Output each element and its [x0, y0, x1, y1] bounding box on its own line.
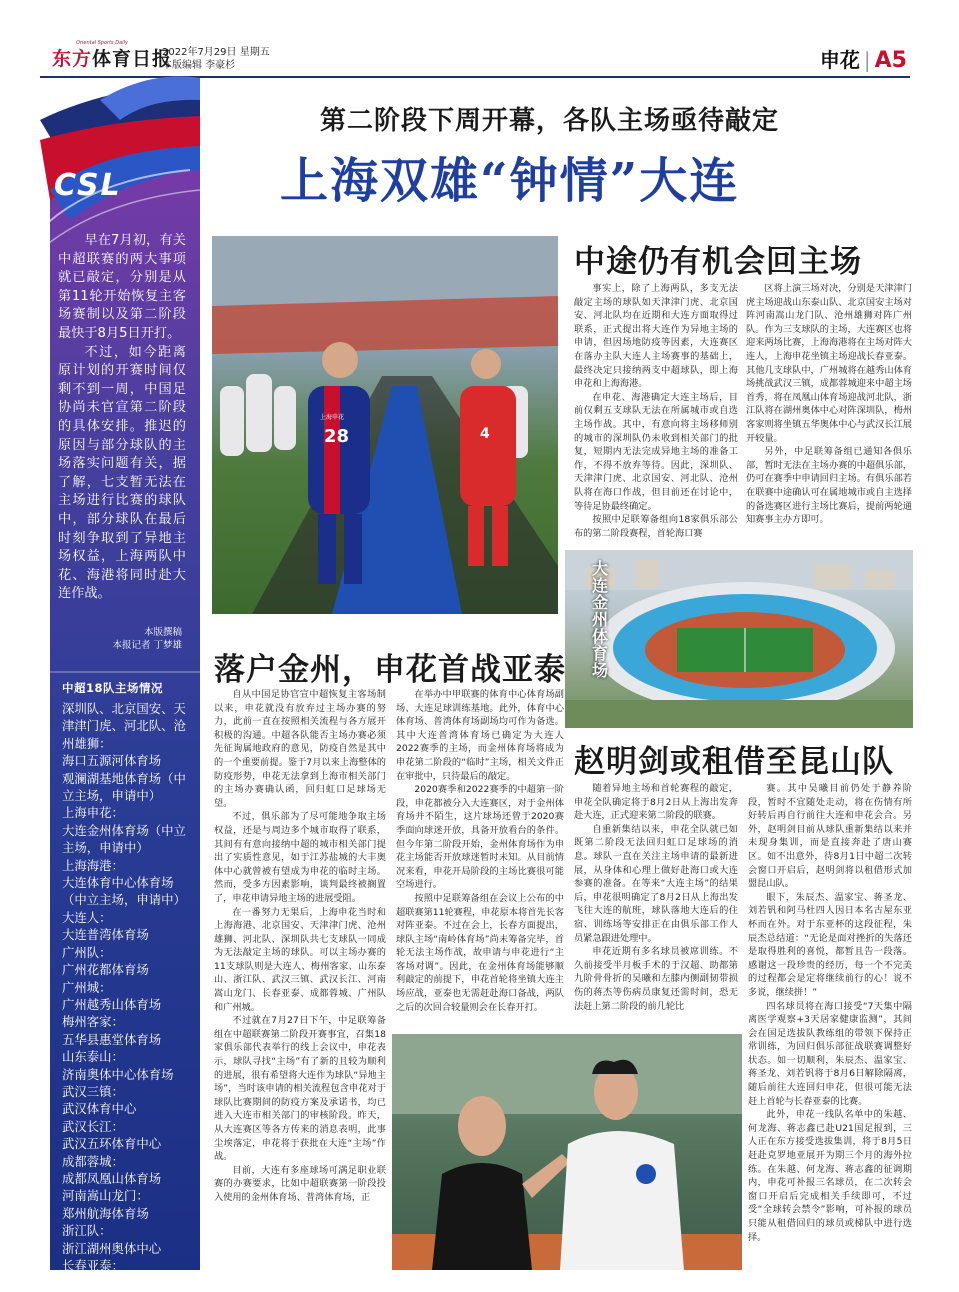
section-divider: | [863, 48, 871, 72]
section-name: 申花 [819, 48, 860, 72]
venues-list [62, 700, 190, 1292]
venue-item: 五华县惠堂体育场 [62, 1031, 162, 1047]
venue-item: 武汉五环体育中心 [62, 1136, 162, 1152]
venue-item: 武汉长江： [62, 1118, 124, 1134]
masthead [0, 0, 959, 80]
venue-item: 深圳队、北京国安、天津津门虎、河北队、沧州雄狮： [62, 701, 186, 751]
article-paragraph: 眼下，朱辰杰、温家宝、蒋圣龙、刘若钒和阿马杜四人因日本名古屋东亚杯而在外。对于东亚杯的这段征程，朱辰杰总结道：“无论是面对挫折的失落还是取得胜利的喜悦，都暂且告一段落。感谢这一段珍贵的经历，每一个不完美的过程都会是定将继续前行的心！说不多说，继续拼！” [748, 891, 912, 998]
venue-item: 上海申花： [62, 805, 124, 821]
subhead-return-home: 中途仍有机会回主场 [574, 244, 862, 280]
venue-item: 成都凤凰山体育场 [62, 1170, 162, 1186]
venue-item: 梅州客家： [62, 1014, 124, 1030]
venue-item: 广州花都体育场 [62, 962, 149, 978]
article-paragraph: 随着异地主场和首轮赛程的敲定，申花全队确定将于8月2日从上海出发奔赴大连，正式迎来第二阶段的联赛。 [574, 783, 738, 822]
article-paragraph: 不过就在7月27日下午，中足联筹备组在中超联赛第二阶段开赛事宜，召集18家俱乐部代表举行的线上会议中，申花表示，球队寻找“主场”有了新的且较为顺利的进展，很有希望将大连作为球队“异地主场”，当时该申请的相关流程包含申花对于球队比赛期间的防疫方案及承诺书，均已进入大连市相关部门的审核阶段。昨天，从大连赛区等各方传来的消息表明，此事尘埃落定，申花将于获批在大连“主场”作战。 [214, 1015, 386, 1163]
article-paragraph: 自重新集结以来，申花全队就已如既第二阶段无法回归虹口足球场的消息。球队一直在关注主场申请的最新进展，从身体和心理上做好赴海口或大连参赛的准备。在等来“大连主场”的结果后，申花很明确定了8月2日从上海出发飞往大连的航班，球队落地大连后的住宿、训练场等安排正在由俱乐部工作人员紧急跟进处理中。 [574, 823, 738, 944]
subhead-jinzhou: 落户金州，申花首战亚泰 [214, 652, 566, 688]
article-paragraph: 在举办中甲联赛的体育中心体育场副场、大连足球训练基地。此外，体育中心体育场、普湾体育场副场均可作为备选。其中大连普湾体育场已确定为大连人2022赛季的主场，而金州体育场将成为申花第二阶段的“临时”主场，相关文件正在审批中，只待最后的敲定。 [396, 689, 564, 782]
venue-item: 大连体育中心体育场（中立主场，申请中） [62, 875, 186, 908]
venue-item: 长春亚泰： [62, 1258, 124, 1273]
venue-item: 河南嵩山龙门： [62, 1188, 149, 1204]
logo-red-part: 东方 [52, 48, 93, 70]
article-column [574, 282, 738, 544]
jersey-sponsor: 上海申花 [320, 414, 345, 421]
subhead-zhao-mingjian: 赵明剑或租借至昆山队 [574, 744, 894, 780]
jersey-number-2: 4 [480, 426, 490, 442]
article-paragraph: 目前，大连有多座球场可满足职业联赛的办赛要求，比如中超联赛第一阶段投入使用的金州体育场、普湾体育场，正 [214, 1164, 386, 1203]
coach-player-illustration [392, 1034, 742, 1270]
byline [58, 626, 182, 652]
stadium-illustration [565, 550, 913, 728]
csl-logo: CSL [54, 168, 122, 203]
article-paragraph: 在申花、海港确定大连主场后，目前仅剩五支球队无法在所属城市或自选主场作战。其中，有意向将主场移师别的城市的深圳队仍未收到相关部门的批复，短期内无法完成异地主场的准备工作，不得不放弃等待。因此，深圳队、天津津门虎、北京国安、河北队、沧州队将在海口作战，但目前还在讨论中，等待足协最终确定。 [574, 391, 738, 512]
section-label [820, 44, 907, 73]
article-column [574, 782, 738, 1026]
venue-item: 浙江队： [62, 1223, 112, 1239]
newspaper-logo [52, 40, 173, 72]
logo-black-part: 体育日报 [92, 48, 173, 70]
venue-item: 海口五源河体育场 [62, 753, 162, 769]
venue-item: 大连金州体育场（中立主场，申请中） [62, 822, 186, 856]
article-paragraph: 另外，中足联筹备组已通知各俱乐部，暂时无法在主场办赛的中超俱乐部，仍可在赛季中申请回归主场。有俱乐部若在联赛中途确认可在属地城市或自主选择的备选赛区进行主场比赛后，提前两轮通知赛事主办方即可。 [746, 446, 912, 526]
headline-title: 上海双雄“钟情”大连 [280, 153, 740, 209]
venue-item: 大连普湾体育场 [62, 927, 149, 943]
venue-item: 成都蓉城： [62, 1153, 124, 1169]
photo-players-walkout [212, 236, 558, 614]
article-paragraph: 按照中足联筹备组向18家俱乐部公布的第二阶段赛程，首轮海口赛 [574, 514, 738, 539]
article-paragraph: 不过，俱乐部为了尽可能地争取主场权益，还是与周边多个城市取得了联系，其间有有意向接纳中超的城市相关部门提出了实质性意见，如于江苏盐城的大丰奥体中心就曾被有望成为申花的临时主场。然而，受多方因素影响，谈判最终被搁置了，申花申请异地主场的进展受阻。 [214, 811, 386, 904]
venue-item: 郑州航海体育场 [62, 1205, 149, 1221]
venue-item: 大连人： [62, 909, 112, 925]
photo-jinzhou-stadium [565, 550, 913, 728]
venue-item: 上海海港： [62, 857, 124, 873]
stadium-caption: 大连金州体育场 [592, 559, 609, 680]
article-paragraph: 自从中国足协官宣中超恢复主客场制以来，申花就没有放弃过主场办赛的努力，此前一直在按照相关流程与各方展开积极的沟通。中超各队能否主场办赛必须先征询属地政府的意见，防疫自然是其中的一个重要前提。鉴于7月以来上海整体的防疫形势，申花无法拿到上海市相关部门的主场办赛确认函，回归虹口足球场无望。 [214, 689, 386, 809]
venue-item: 浙江湖州奥体中心 [62, 1240, 162, 1256]
headline-subtitle: 第二阶段下周开幕，各队主场亟待敲定 [320, 106, 780, 136]
intro-paragraph: 不过，如今距离原计划的开赛时间仅剩不到一周，中国足协尚未官宣第二阶段的具体安排。推迟的原因与部分球队的主场落实问题有关，据了解，七支暂无法在主场进行比赛的球队中，部分球队在最后时刻争取到了异地主场权益，上海两队中花、海港将同时赴大连作战。 [58, 344, 186, 602]
photo-coach-and-player [392, 1034, 742, 1270]
page-number: A5 [874, 48, 907, 73]
venue-item: 山东泰山： [62, 1049, 124, 1065]
intro-paragraph: 早在7月初，有关中超联赛的两大事项就已敲定，分别是从第11轮开始恢复主客场赛制以及第二阶段最快于8月5日开打。 [58, 233, 186, 341]
page-editor: 本版编辑 李豪杉 [162, 60, 236, 71]
issue-meta [162, 46, 270, 72]
venue-item: 武汉三镇： [62, 1083, 124, 1099]
article-paragraph: 区将上演三场对决，分别是天津津门虎主场迎战山东泰山队、北京国安主场对阵河南嵩山龙门队、沧州雄狮对阵广州队。作为三支球队的主场，大连赛区也将迎来两场比赛，上海海港将在主场对阵大连人，上海申花坐镇主场迎战长春亚泰。其他几支球队中，广州城将在越秀山体育场挑战武汉三镇，成都蓉城迎来中超主场首秀，将在凤凰山体育场迎战河北队，浙江队将在湖州奥体中心对阵深圳队，梅州客家则将坐镇五华奥体中心与武汉长江展开较量。 [746, 283, 912, 444]
venues-title: 中超18队主场情况 [62, 681, 164, 695]
article-paragraph: 赛。其中吴曦目前仍处于静养阶段，暂时不宜随处走动，将在伤情有所好转后再自行前往大连和申花会合。另外，赵明剑目前从球队重新集结以来并未现身集训，而是直接奔赴了唐山赛区。如不出意外，待8月1日中超二次转会窗口开启后，赵明剑将以租借形式加盟昆山队。 [748, 783, 912, 890]
venue-item: 武汉体育中心 [62, 1101, 137, 1117]
venue-item: 广州队： [62, 944, 112, 960]
article-paragraph: 申花近期有多名球员被席训练。不久前接受半月板手术的于汉超、助都第九阶骨骨折的吴曦和左膝内侧副韧带损伤的蒋杰等伤病员康复还需时间，恐无法赶上第二阶段的前几轮比 [574, 946, 738, 1012]
article-paragraph: 此外，申花一线队名单中的朱越、何龙海、蒋志鑫已赴U21国足报到，三人正在东方接受选拔集训，将于8月5日赶赴克罗地亚展开为期三个月的海外拉练。在朱越、何龙海、蒋志鑫的征调期内，申花可补报三名球员，在二次转会窗口开启后完成相关手续即可，不过受“全球转会禁令”影响，可补报的球员只能从租借回归的球员或梯队中进行选择。 [748, 1109, 912, 1243]
byline-label: 本版撰稿 [143, 627, 182, 638]
article-paragraph: 事实上，除了上海两队，多支无法敲定主场的球队如天津津门虎、北京国安、河北队均在近期和大连方面取得过联系，正式提出将大连作为异地主场的申请，但因场地防疫等因素，大连赛区在落办主队大连人主场赛事的基础上，最终决定只接纳两支中超球队，即上海申花和上海海港。 [574, 283, 738, 390]
venue-item: 广州城： [62, 979, 112, 995]
venue-item: 广州越秀山体育场 [62, 996, 162, 1012]
article-paragraph: 四名球员将在海口接受“7天集中隔离医学观察+3天居家健康监测”，其间会在国足选拔队教练组的带领下保持正常训练，为回归俱乐部征战联赛调整好状态。如一切顺利，朱辰杰、温家宝、蒋圣龙、刘若钒将于8月6日解除隔离，随后前往大连回归申花，但很可能无法赶上首轮与长春亚泰的比赛。 [748, 1000, 912, 1107]
venue-item: 观澜湖基地体育场（中立主场，申请中） [62, 770, 186, 804]
venue-item: 长春体育中心 [62, 1275, 137, 1291]
venues-sidebar [62, 680, 190, 1292]
article-paragraph: 按照中足联筹备组在会议上公布的中超联赛第11轮赛程，申花原本将首先长客对阵亚泰。不过在会上，长春方面提出，球队主场“南岭体育场”尚未筹备完毕，首轮无法主场作战，故申请与申花进行“主客场对调”。因此，在金州体育场能够顺利敲定的前提下，申花首轮将坐镇大连主场应战，亚泰也无需赶赴海口备战，两队之后的次回合较量则会在长春开打。 [396, 892, 564, 1013]
players-illustration [212, 236, 558, 614]
jersey-number: 28 [324, 426, 350, 447]
logo-chinese [52, 44, 172, 71]
article-column [214, 688, 386, 1268]
headline-block [210, 94, 920, 214]
logo-english: Oriental Sports Daily [76, 40, 128, 46]
article-column [746, 282, 912, 544]
issue-date: 2022年7月29日 星期五 [162, 47, 270, 58]
venue-item: 济南奥体中心体育场 [62, 1066, 174, 1082]
byline-author: 本报记者 丁梦雄 [112, 640, 182, 651]
intro-text [58, 232, 186, 604]
article-column [396, 688, 564, 1026]
article-column [748, 782, 912, 1270]
article-paragraph: 在一番努力无果后，上海申花当时和上海海港、北京国安、天津津门虎、沧州雄狮、河北队、深圳队共七支球队一同成为无法敲定主场的球队。可以主场办赛的11支球队则是大连人、梅州客家、山东泰山、浙江队、武汉三镇、武汉长江、河南嵩山龙门、长春亚泰、成都蓉城、广州队和广州城。 [214, 906, 386, 1013]
article-paragraph: 2020赛季和2022赛季的中超第一阶段，申花都被分入大连赛区，对于金州体育场并不陌生，这片球场还曾于2020赛季面向球迷开放，具备开放看台的条件。但今年第二阶段开始，金州体育场作为申花主场能否开放球迷暂时未知。从目前情况来看，申花开局阶段的主场比赛很可能空场进行。 [396, 784, 564, 891]
